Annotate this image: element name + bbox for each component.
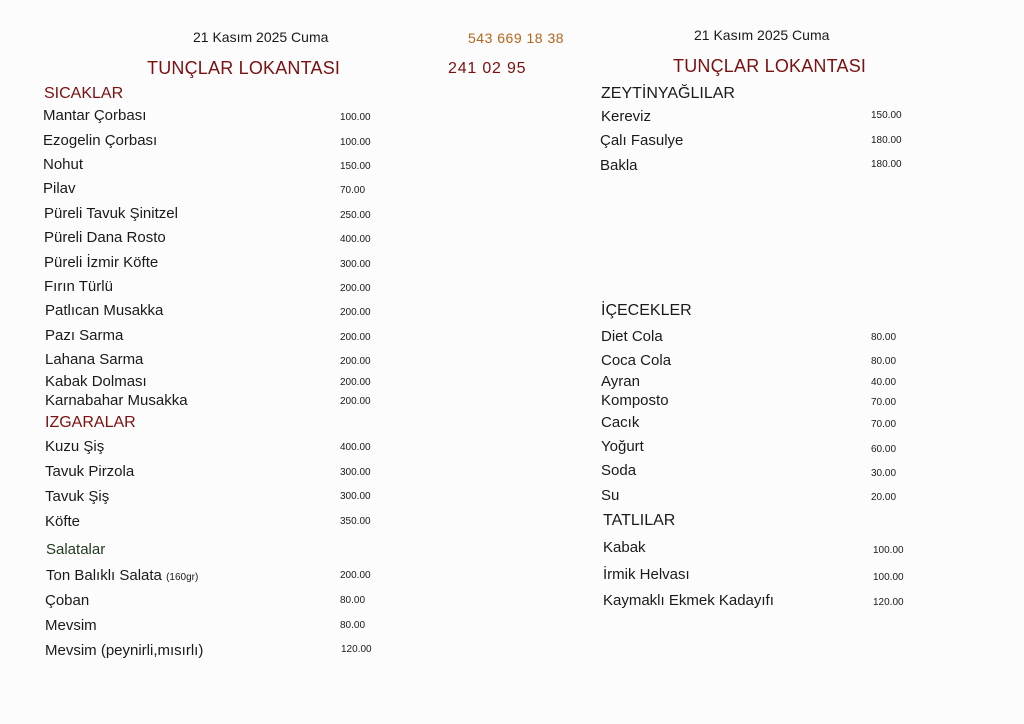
menu-item-price: 400.00 [340, 234, 371, 245]
menu-item-price: 100.00 [873, 545, 904, 556]
menu-item-name: Fırın Türlü [44, 278, 113, 295]
menu-item-price: 180.00 [871, 159, 902, 170]
menu-item-price: 80.00 [871, 356, 897, 367]
section-title-tatlilar: TATLILAR [603, 512, 676, 529]
menu-item-price: 300.00 [340, 491, 371, 502]
menu-item-price: 150.00 [871, 110, 902, 121]
menu-item-price: 120.00 [873, 597, 904, 608]
menu-item-price: 200.00 [340, 377, 371, 388]
menu-item-name: Kereviz [601, 108, 652, 125]
menu-item-price: 200.00 [340, 356, 371, 367]
menu-item-name: Kabak [603, 539, 646, 556]
menu-item-note: (160gr) [166, 572, 199, 583]
section-title-sicaklar: SICAKLAR [44, 85, 124, 102]
menu-item-name: Patlıcan Musakka [45, 302, 164, 319]
menu-item-name: Karnabahar Musakka [45, 392, 188, 409]
menu-item-name: İrmik Helvası [603, 566, 690, 583]
menu-item-price: 350.00 [340, 516, 371, 527]
menu-item-price: 80.00 [340, 595, 366, 606]
menu-item-price: 30.00 [871, 468, 897, 479]
menu-item-price: 200.00 [340, 283, 371, 294]
menu-item-price: 200.00 [340, 570, 371, 581]
menu-item-name: Pilav [43, 180, 76, 197]
section-title-izgaralar: IZGARALAR [45, 414, 136, 431]
section-title-salatalar: Salatalar [46, 541, 106, 558]
menu-item-name: Püreli Dana Rosto [44, 229, 166, 246]
menu-item-name: Komposto [601, 392, 669, 409]
menu-item-price: 60.00 [871, 444, 897, 455]
menu-item-price: 200.00 [340, 332, 371, 343]
menu-item-price: 250.00 [340, 210, 371, 221]
menu-item-name: Püreli Tavuk Şinitzel [44, 205, 178, 222]
menu-item-price: 300.00 [340, 259, 371, 270]
menu-item-price: 40.00 [871, 377, 897, 388]
menu-item-price: 150.00 [340, 161, 371, 172]
menu-item-name: Yoğurt [601, 438, 644, 455]
menu-item-price: 100.00 [340, 112, 371, 123]
menu-item-name: Nohut [43, 156, 84, 173]
menu-item-price: 100.00 [340, 137, 371, 148]
menu-item-name: Mevsim (peynirli,mısırlı) [45, 642, 204, 659]
menu-item-price: 180.00 [871, 135, 902, 146]
menu-item-name: Köfte [45, 513, 81, 530]
menu-item-price: 70.00 [871, 397, 897, 408]
menu-item-name: Mevsim [45, 617, 97, 634]
menu-item-name: Ton Balıklı Salata [46, 567, 162, 584]
menu-item-name: Coca Cola [601, 352, 672, 369]
menu-item-name: Bakla [600, 157, 638, 174]
menu-item-price: 80.00 [340, 620, 366, 631]
menu-item-price: 400.00 [340, 442, 371, 453]
menu-item-name: Cacık [601, 414, 640, 431]
menu-item-name: Mantar Çorbası [43, 107, 147, 124]
phone-mobile: 543 669 18 38 [468, 30, 565, 46]
menu-item-name: Çoban [45, 592, 90, 609]
menu-item-price: 300.00 [340, 467, 371, 478]
menu-item-price: 200.00 [340, 307, 371, 318]
menu-item-name: Pazı Sarma [45, 327, 124, 344]
menu-item-name: Tavuk Şiş [45, 488, 110, 505]
menu-item-name: Kuzu Şiş [45, 438, 105, 455]
section-title-zeytinyaglilar: ZEYTİNYAĞLILAR [601, 85, 735, 102]
menu-item-price: 200.00 [340, 396, 371, 407]
menu-item-name: Tavuk Pirzola [45, 463, 135, 480]
menu-item-name: Kabak Dolması [45, 373, 147, 390]
menu-item-price: 100.00 [873, 572, 904, 583]
restaurant-title-right: TUNÇLAR LOKANTASI [673, 56, 867, 76]
menu-item-price: 70.00 [340, 185, 366, 196]
menu-item [46, 567, 198, 584]
menu-item-name: Su [601, 487, 620, 504]
date-left: 21 Kasım 2025 Cuma [193, 29, 329, 45]
menu-item-name: Ezogelin Çorbası [43, 132, 158, 149]
section-title-icecekler: İÇECEKLER [601, 302, 692, 319]
date-right: 21 Kasım 2025 Cuma [694, 27, 830, 43]
menu-item-name: Soda [601, 462, 637, 479]
menu-item-name: Ayran [601, 373, 640, 390]
menu-item-price: 120.00 [341, 644, 372, 655]
menu-item-price: 70.00 [871, 419, 897, 430]
menu-item-price: 80.00 [871, 332, 897, 343]
phone-landline: 241 02 95 [448, 60, 527, 77]
menu-item-name: Püreli İzmir Köfte [44, 254, 159, 271]
menu-item-name: Kaymaklı Ekmek Kadayıfı [603, 592, 774, 609]
restaurant-title-left: TUNÇLAR LOKANTASI [147, 58, 341, 78]
menu-item-name: Çalı Fasulye [600, 132, 684, 149]
menu-item-name: Diet Cola [601, 328, 663, 345]
menu-item-price: 20.00 [871, 492, 897, 503]
menu-item-name: Lahana Sarma [45, 351, 144, 368]
